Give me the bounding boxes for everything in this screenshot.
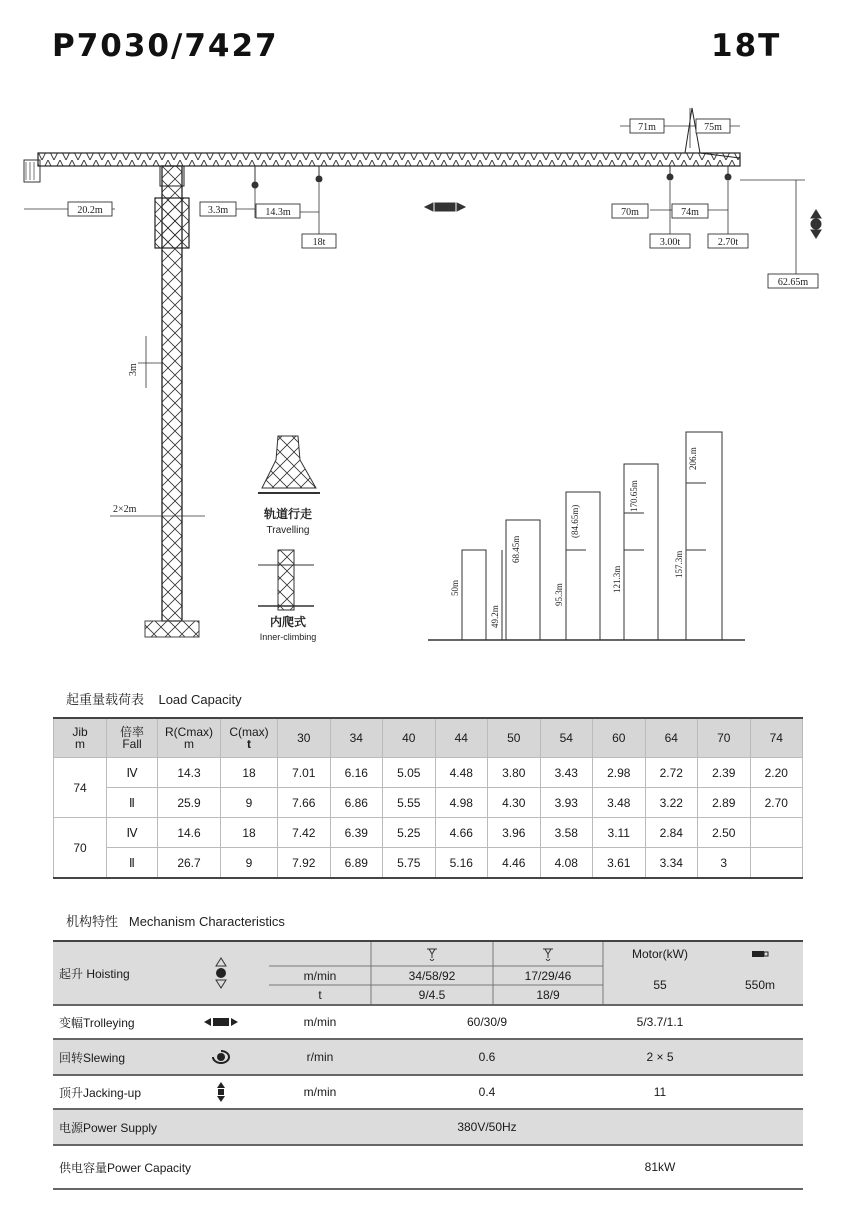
capacity-cell: 2.39 [698, 758, 751, 788]
capacity-cell: 7.66 [278, 788, 331, 818]
capacity-cell: 3.48 [593, 788, 646, 818]
load-capacity-table [53, 717, 803, 879]
hoisting-grid [53, 942, 803, 1004]
capacity-cell: 2.20 [750, 758, 803, 788]
slewing-label: 回转Slewing [59, 1050, 126, 1065]
header-radius: 50 [488, 718, 541, 758]
capacity-cell: 2.89 [698, 788, 751, 818]
mechanism-table [53, 940, 803, 1190]
capacity-cell: 4.46 [488, 848, 541, 879]
capacity-cell: 2.72 [645, 758, 698, 788]
capacity-cell: 5.16 [435, 848, 488, 879]
dim-top-b: 75m [704, 122, 722, 133]
load-table-body [54, 758, 803, 879]
header-jib: Jib m [54, 718, 107, 758]
dim-jib-c: 70m [621, 207, 639, 218]
jacking-icon [201, 1076, 241, 1108]
hoisting-row [53, 942, 803, 1006]
capacity-cell: 2.70 [750, 788, 803, 818]
dim-jib-a: 3.3m [207, 205, 229, 216]
capacity-cell: 5.05 [383, 758, 436, 788]
cmax-cell: 18 [221, 818, 278, 848]
capacity-cell: 7.01 [278, 758, 331, 788]
hoisting-speed-2: 17/29/46 [524, 968, 572, 983]
height-121: 121.3m [612, 565, 622, 593]
dim-mast-section: 2×2m [113, 504, 137, 515]
header-cmax: C(max) t [221, 718, 278, 758]
motor-header: Motor(kW) [632, 947, 688, 961]
capacity-cell: 4.98 [435, 788, 488, 818]
height-157: 157.3m [674, 550, 684, 578]
jacking-label: 顶升Jacking-up [59, 1085, 142, 1100]
slewing-row [53, 1040, 803, 1076]
height-68: 68.45m [511, 535, 521, 563]
header-radius: 30 [278, 718, 331, 758]
capacity-cell: 6.39 [330, 818, 383, 848]
jib-length-cell: 74 [54, 758, 107, 818]
rcmax-cell: 25.9 [158, 788, 221, 818]
rcmax-cell: 26.7 [158, 848, 221, 879]
cmax-cell: 9 [221, 788, 278, 818]
dim-counter-jib: 20.2m [77, 205, 103, 216]
jacking-motor: 11 [653, 1085, 667, 1099]
table-row [54, 848, 803, 879]
power-supply-value: 380V/50Hz [457, 1120, 517, 1134]
power-supply-row [53, 1110, 803, 1146]
jacking-unit: m/min [303, 1085, 337, 1099]
table-row [54, 818, 803, 848]
header-radius: 70 [698, 718, 751, 758]
trolleying-row [53, 1006, 803, 1040]
slewing-icon [201, 1040, 241, 1074]
capacity-cell: 3.34 [645, 848, 698, 879]
capacity-cell: 6.86 [330, 788, 383, 818]
hoisting-load-2: 18/9 [536, 987, 560, 1002]
trolley-icon [201, 1006, 241, 1038]
capacity-cell: 3.96 [488, 818, 541, 848]
cmax-cell: 9 [221, 848, 278, 879]
header-radius: 54 [540, 718, 593, 758]
mast [145, 166, 199, 637]
fall-cell: Ⅱ [107, 848, 158, 879]
capacity-cell: 4.48 [435, 758, 488, 788]
dim-jib-d: 74m [681, 207, 699, 218]
trolleying-unit: m/min [303, 1015, 337, 1029]
tonnage-title: 18T [711, 28, 782, 64]
power-capacity-row [53, 1146, 803, 1190]
height-206: 206.m [688, 447, 698, 470]
height-50: 50m [450, 579, 460, 596]
capacity-cell: 7.42 [278, 818, 331, 848]
capacity-cell: 3.22 [645, 788, 698, 818]
header-radius: 44 [435, 718, 488, 758]
capacity-cell: 3.93 [540, 788, 593, 818]
jacking-speed: 0.4 [478, 1085, 496, 1099]
hoisting-unit-speed: m/min [303, 968, 337, 983]
inner-climbing-en: Inner-climbing [259, 632, 317, 642]
hooks [252, 166, 821, 238]
capacity-cell: 2.98 [593, 758, 646, 788]
height-49: 49.2m [490, 605, 500, 628]
rcmax-cell: 14.3 [158, 758, 221, 788]
slewing-speed: 0.6 [478, 1050, 496, 1064]
header-fall: 倍率 Fall [107, 718, 158, 758]
capacity-cell: 5.55 [383, 788, 436, 818]
capacity-cell: 6.89 [330, 848, 383, 879]
trolleying-label: 变幅Trolleying [59, 1015, 135, 1030]
load-header-row [54, 718, 803, 758]
header-rcmax: R(Cmax) m [158, 718, 221, 758]
hoisting-motor: 55 [653, 978, 667, 992]
power-capacity-value: 81kW [644, 1160, 676, 1174]
power-capacity-label: 供电容量Power Capacity [59, 1160, 192, 1175]
slewing-motor: 2 × 5 [646, 1050, 674, 1064]
capacity-cell: 3.80 [488, 758, 541, 788]
trolleying-motor: 5/3.7/1.1 [636, 1015, 684, 1029]
height-170: 170.65m [629, 480, 639, 512]
jib-length-cell: 70 [54, 818, 107, 879]
header-radius: 60 [593, 718, 646, 758]
header-radius: 64 [645, 718, 698, 758]
capacity-cell [750, 818, 803, 848]
hoisting-rope: 550m [744, 978, 776, 992]
dim-section-height: 3m [128, 363, 139, 376]
rcmax-cell: 14.6 [158, 818, 221, 848]
header-radius: 34 [330, 718, 383, 758]
jacking-row [53, 1076, 803, 1110]
inner-climbing-figure [258, 550, 316, 642]
hoisting-label: 起升 Hoisting [59, 966, 130, 981]
model-title: P7030/7427 [52, 28, 279, 64]
capacity-cell: 3.43 [540, 758, 593, 788]
capacity-cell [750, 848, 803, 879]
slewing-unit: r/min [306, 1050, 334, 1064]
travelling-figure [258, 436, 320, 536]
fall-cell: Ⅳ [107, 818, 158, 848]
dim-top-a: 71m [638, 122, 656, 133]
header-radius: 74 [750, 718, 803, 758]
header-radius: 40 [383, 718, 436, 758]
capacity-cell: 2.50 [698, 818, 751, 848]
capacity-cell: 4.30 [488, 788, 541, 818]
dim-jib-b: 14.3m [265, 207, 291, 218]
power-supply-label: 电源Power Supply [59, 1120, 158, 1135]
mechanism-title: 机构特性 Mechanism Characteristics [66, 914, 285, 929]
trolleying-speed: 60/30/9 [466, 1015, 508, 1029]
height-84: (84.65m) [570, 504, 580, 538]
capacity-cell: 5.25 [383, 818, 436, 848]
crane-drawing [0, 88, 856, 668]
travelling-en: Travelling [266, 525, 310, 536]
dim-height-under-hook: 62.65m [777, 277, 809, 288]
dim-load-c: 2.70t [717, 237, 739, 248]
table-row [54, 758, 803, 788]
capacity-cell: 5.75 [383, 848, 436, 879]
cmax-cell: 18 [221, 758, 278, 788]
capacity-cell: 2.84 [645, 818, 698, 848]
capacity-cell: 4.08 [540, 848, 593, 879]
load-capacity-title: 起重量载荷表 Load Capacity [66, 692, 242, 707]
table-row [54, 788, 803, 818]
dim-load-b: 3.00t [659, 237, 681, 248]
capacity-cell: 3 [698, 848, 751, 879]
capacity-cell: 4.66 [435, 818, 488, 848]
dim-load-a: 18t [312, 237, 326, 248]
hoisting-speed-1: 34/58/92 [408, 968, 456, 983]
capacity-cell: 6.16 [330, 758, 383, 788]
hoisting-unit-load: t [318, 987, 322, 1002]
height-95: 95.3m [554, 583, 564, 606]
hoisting-load-1: 9/4.5 [418, 987, 446, 1002]
height-labels [450, 447, 698, 628]
fall-cell: Ⅳ [107, 758, 158, 788]
travelling-cn: 轨道行走 [263, 507, 313, 521]
fall-cell: Ⅱ [107, 788, 158, 818]
capacity-cell: 3.61 [593, 848, 646, 879]
capacity-cell: 7.92 [278, 848, 331, 879]
capacity-cell: 3.11 [593, 818, 646, 848]
inner-climbing-cn: 内爬式 [269, 615, 307, 629]
capacity-cell: 3.58 [540, 818, 593, 848]
